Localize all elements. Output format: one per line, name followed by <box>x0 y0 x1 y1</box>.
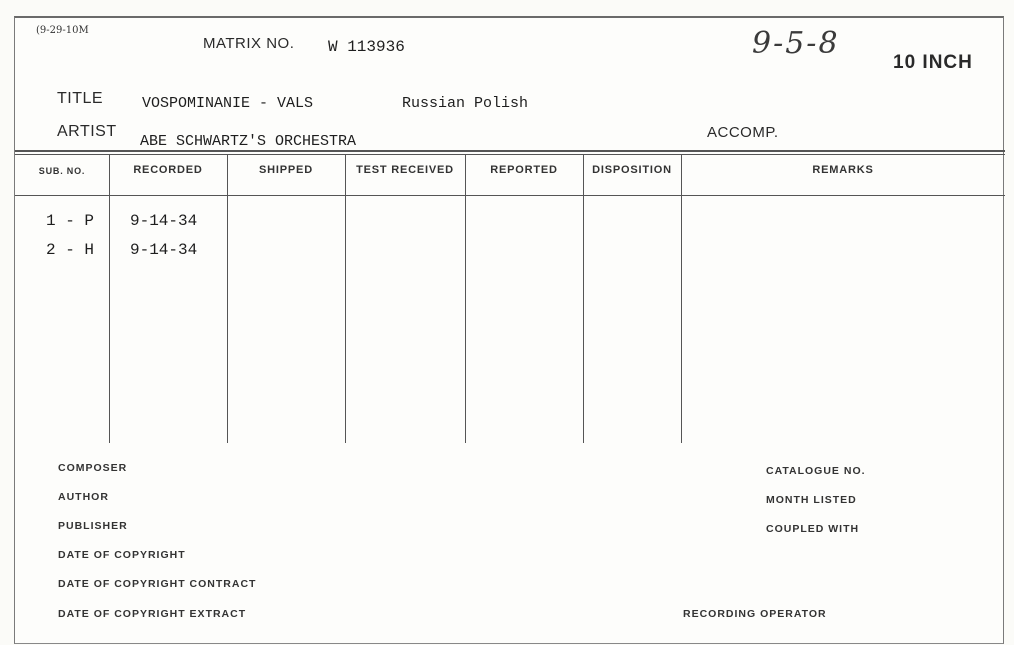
field-date-of-copyright: DATE OF COPYRIGHT <box>58 549 186 561</box>
col-divider <box>345 155 346 443</box>
title-value: VOSPOMINANIE - VALS <box>142 95 314 112</box>
field-catalogue-no: CATALOGUE NO. <box>766 465 866 477</box>
table-row-recorded: 9-14-34 <box>130 241 198 259</box>
column-header-recorded: RECORDED <box>133 164 203 176</box>
col-divider <box>227 155 228 443</box>
size-label: 10 INCH <box>893 52 973 73</box>
field-publisher: PUBLISHER <box>58 520 128 532</box>
column-header-test-received: TEST RECEIVED <box>356 164 454 176</box>
column-header-remarks: REMARKS <box>812 164 874 176</box>
matrix-number: W 113936 <box>328 38 405 56</box>
artist-label: ARTIST <box>57 123 117 140</box>
artist-value: ABE SCHWARTZ'S ORCHESTRA <box>140 133 357 150</box>
col-divider <box>583 155 584 443</box>
col-divider <box>109 155 110 443</box>
column-header-disposition: DISPOSITION <box>592 164 672 176</box>
table-row-sub-no: 1 - P <box>46 212 95 230</box>
field-composer: COMPOSER <box>58 462 128 474</box>
table-top-rule <box>15 150 1005 152</box>
field-date-of-copyright-extract: DATE OF COPYRIGHT EXTRACT <box>58 608 247 620</box>
column-header-reported: REPORTED <box>490 164 558 176</box>
col-divider <box>681 155 682 443</box>
table-row-recorded: 9-14-34 <box>130 212 198 230</box>
header-bottom-rule <box>15 195 1005 196</box>
table-row-sub-no: 2 - H <box>46 241 95 259</box>
column-header-sub-no: SUB. NO. <box>38 166 86 176</box>
accomp-label: ACCOMP. <box>707 124 779 141</box>
field-date-of-copyright-contract: DATE OF COPYRIGHT CONTRACT <box>58 578 257 590</box>
title-label: TITLE <box>57 90 104 107</box>
title-note: Russian Polish <box>402 95 529 112</box>
col-divider <box>465 155 466 443</box>
field-recording-operator: RECORDING OPERATOR <box>683 608 827 620</box>
handwritten-date: 9-5-8 <box>752 26 840 61</box>
column-header-shipped: SHIPPED <box>259 164 313 176</box>
field-author: AUTHOR <box>58 491 109 503</box>
field-coupled-with: COUPLED WITH <box>766 523 860 535</box>
matrix-label: MATRIX NO. <box>203 35 295 52</box>
table-top-rule-2 <box>15 154 1005 155</box>
field-month-listed: MONTH LISTED <box>766 494 857 506</box>
form-code: (9-29-10M <box>36 25 89 36</box>
